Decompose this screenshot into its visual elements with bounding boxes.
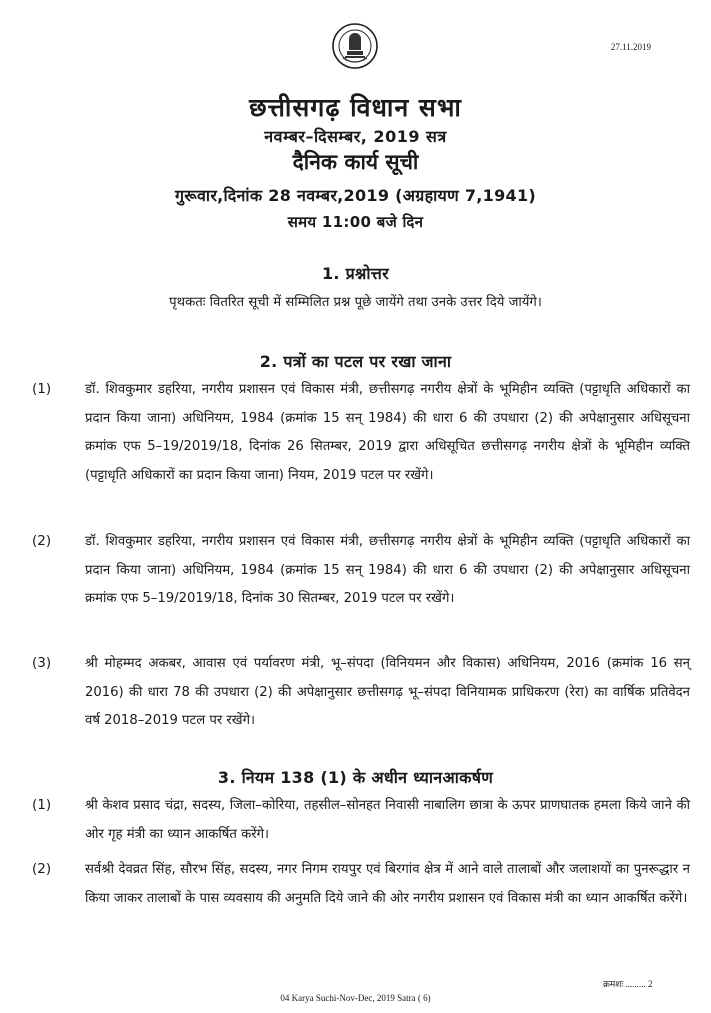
item-text: डॉ. शिवकुमार डहरिया, नगरीय प्रशासन एवं विकास मंत्री, छत्तीसगढ़ नगरीय क्षेत्रों के भूमिहीन व्यक्ति (पट्टाधृति अधिकारों का प्रदान किया जाना) अधिनियम, 1984 (क्रमांक 15 सन् 1984) की धारा 6 की उपधारा (2) की अपेक्षानुसार अधिसूचना क्रमांक एफ 5–19/2019/18, दिनांक 30 सितम्बर, 2019 पटल पर रखेंगे। <box>85 534 690 606</box>
item-text: श्री मोहम्मद अकबर, आवास एवं पर्यावरण मंत्री, भू–संपदा (विनियमन और विकास) अधिनियम, 2016 (क्रमांक 16 सन् 2016) की धारा 78 की उपधारा (2) की अपेक्षानुसार छत्तीसगढ़ भू–संपदा विनियामक प्राधिकरण (रेरा) का वार्षिक प्रतिवेदन वर्ष 2018–2019 पटल पर रखेंगे। <box>85 656 690 728</box>
section-heading-papers: 2. पत्रों का पटल पर रखा जाना <box>259 352 452 371</box>
item-number: (1) <box>32 381 52 397</box>
section-heading-attention: 3. नियम 138 (1) के अधीन ध्यानआकर्षण <box>217 768 494 787</box>
file-reference: 04 Karya Suchi-Nov-Dec, 2019 Satra ( 6) <box>280 993 431 1003</box>
continued-note: क्रमशः ......... 2 <box>603 979 653 989</box>
section-body-questions: पृथकतः वितरित सूची में सम्मिलित प्रश्न पूछे जायेंगे तथा उनके उत्तर दिये जायेंगे। <box>169 295 542 310</box>
time-line: समय 11:00 बजे दिन <box>287 213 424 231</box>
item-number: (2) <box>32 533 52 549</box>
item-text: श्री केशव प्रसाद चंद्रा, सदस्य, जिला–कोरिया, तहसील–सोनहत निवासी नाबालिग छात्रा के ऊपर प्राणघातक हमला किये जाने की ओर गृह मंत्री का ध्यान आकर्षित करेंगे। <box>85 798 690 842</box>
item-text: सर्वश्री देवव्रत सिंह, सौरभ सिंह, सदस्य, नगर निगम रायपुर एवं बिरगांव क्षेत्र में आने वाले तालाबों और जलाशयों का पुनरूद्धार न किया जाकर तालाबों के पास व्यवसाय की अनुमति दिये जाने की ओर नगरीय प्रशासन एवं विकास मंत्री का ध्यान आकर्षित करेंगे। <box>85 862 690 906</box>
emblem-icon <box>331 22 379 70</box>
item-number: (2) <box>32 861 52 877</box>
item-number: (3) <box>32 655 52 671</box>
date-line: गुरूवार,दिनांक 28 नवम्बर,2019 (अग्रहायण 7,1941) <box>174 186 537 205</box>
agenda-title: दैनिक कार्य सूची <box>292 150 419 174</box>
item-number: (1) <box>32 797 52 813</box>
page-title: छत्तीसगढ़ विधान सभा <box>249 93 462 122</box>
session-line: नवम्बर–दिसम्बर, 2019 सत्र <box>264 127 447 146</box>
section-heading-questions: 1. प्रश्नोत्तर <box>321 264 390 283</box>
date-stamp: 27.11.2019 <box>610 42 651 52</box>
item-text: डॉ. शिवकुमार डहरिया, नगरीय प्रशासन एवं विकास मंत्री, छत्तीसगढ़ नगरीय क्षेत्रों के भूमिहीन व्यक्ति (पट्टाधृति अधिकारों का प्रदान किया जाना) अधिनियम, 1984 (क्रमांक 15 सन् 1984) की धारा 6 की उपधारा (2) की अपेक्षानुसार अधिसूचना क्रमांक एफ 5–19/2019/18, दिनांक 26 सितम्बर, 2019 द्वारा अधिसूचित छत्तीसगढ़ नगरीय क्षेत्रों के भूमिहीन व्यक्ति (पट्टाधृति अधिकारों का प्रदान किया जाना) नियम, 2019 पटल पर रखेंगे। <box>85 382 690 483</box>
